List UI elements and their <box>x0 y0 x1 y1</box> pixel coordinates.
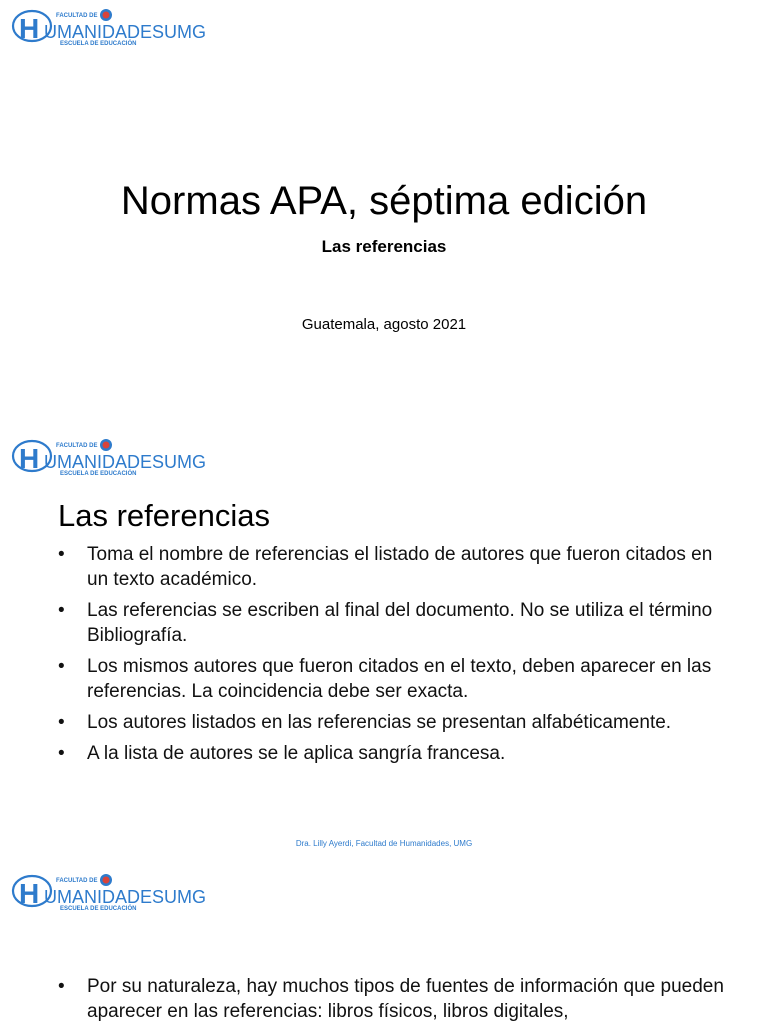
logo-graphic-icon <box>10 435 240 477</box>
slide-title <box>0 0 768 408</box>
bullet-item: • Por su naturaleza, hay muchos tipos de fuentes de información que pueden aparecer en las referencias: libros físicos, libros digitales, <box>58 974 738 1024</box>
bullet-item: • Los mismos autores que fueron citados en el texto, deben aparecer en las referencias. La coincidencia debe ser exacta. <box>58 654 738 704</box>
bullet-list <box>58 974 738 1024</box>
bullet-item: • Toma el nombre de referencias el listado de autores que fueron citados en un texto académico. <box>58 542 738 592</box>
bullet-item: • Las referencias se escriben al final del documento. No se utiliza el término Bibliografía. <box>58 598 738 648</box>
slide-las-referencias <box>0 408 768 858</box>
presentation-subtitle: Las referencias <box>321 237 447 256</box>
logo-graphic-icon <box>10 870 240 912</box>
slide-heading: Las referencias <box>58 498 270 533</box>
bullet-item: • Los autores listados en las referencias se presentan alfabéticamente. <box>58 710 738 735</box>
umg-humanidades-logo <box>10 870 240 910</box>
umg-humanidades-logo <box>10 5 240 45</box>
place-date: Guatemala, agosto 2021 <box>301 316 467 333</box>
bullet-list <box>58 542 738 772</box>
umg-humanidades-logo <box>10 435 240 475</box>
presentation-title: Normas APA, séptima edición <box>120 179 648 223</box>
logo-graphic-icon <box>10 5 240 47</box>
bullet-item: • A la lista de autores se le aplica sangría francesa. <box>58 741 738 766</box>
slide-tipos-de-fuentes <box>0 858 768 1024</box>
footer-credit: Dra. Lilly Ayerdi, Facultad de Humanidades, UMG <box>295 839 473 848</box>
